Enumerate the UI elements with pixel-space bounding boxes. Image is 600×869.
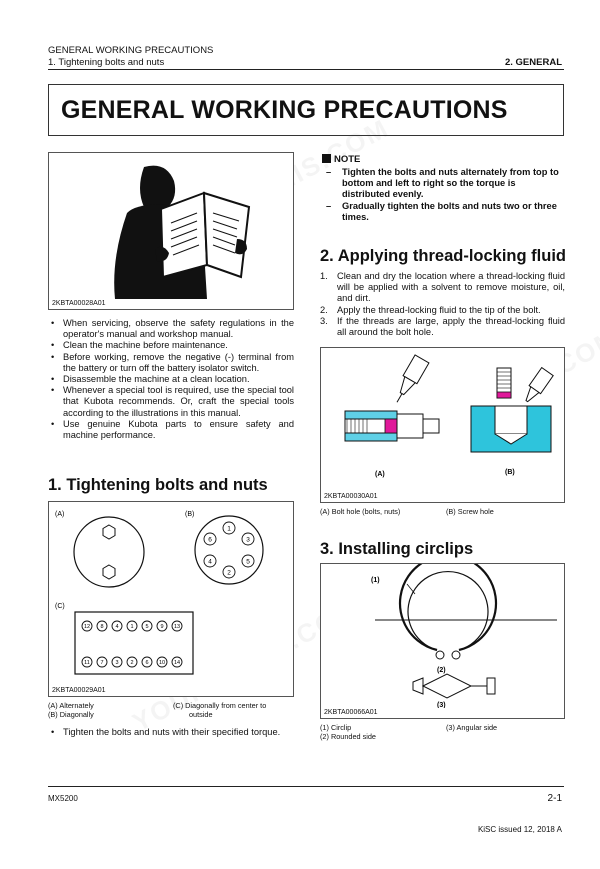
page-title: GENERAL WORKING PRECAUTIONS [61,96,508,124]
step-text: Apply the thread-locking fluid to the tip of the bolt. [337,304,541,315]
person-reading-illustration [49,153,293,299]
svg-text:3 [115,660,118,666]
list-item: 1. Clean and dry the location where a thread-locking fluid will be applied with a solvent to remove moisture, oil, and dirt. [320,271,565,304]
svg-text:7 [100,660,103,666]
caption-line: outside [189,710,213,719]
label-b: (B) [505,469,515,476]
caption-circlip: (1) Circlip [320,723,352,732]
svg-text:(A) [375,471,385,478]
precautions-list [48,318,294,441]
diag-number: 1 [227,525,231,533]
svg-text:(2) [437,667,446,674]
note-item-text: Gradually tighten the bolts and nuts two or three times. [342,200,557,222]
svg-text:9 [160,624,163,630]
bolt-order-diagram [49,502,293,686]
bolt-number: 12 [83,624,91,630]
list-item: • Before working, remove the negative (-) terminal from the battery or turn off the battery isolator switch. [48,352,294,374]
bolt-number: 5 [145,624,149,630]
list-item: • Tighten the bolts and nuts with their specified torque. [48,727,294,738]
label-a: (A) [55,511,65,518]
page-number: 2-1 [547,793,562,804]
list-item: 3. If the threads are large, apply the thread-locking fluid all around the bolt hole. [320,315,565,338]
figure-code: 2KBTA00030A01 [324,493,378,500]
svg-text:13 [174,624,180,630]
svg-text:6 [208,537,212,544]
bolt-number: 9 [160,624,164,630]
caption-line: (C) Diagonally from center to [173,701,267,710]
bolt-number: 4 [115,624,119,630]
label-c: (C) [55,603,65,610]
caption-screw-hole: (B) Screw hole [446,507,494,516]
section-heading-circlips: 3. Installing circlips [320,540,474,558]
figure-code: 2KBTA00066A01 [324,709,378,716]
tightening-list [48,727,294,738]
header-divider [48,69,564,70]
figure-tightening-order [48,501,294,697]
figure-code: 2KBTA00028A01 [52,300,106,307]
bolt-number: 7 [100,660,104,666]
label-2: (2) [437,667,446,674]
svg-text:2 [227,570,231,577]
svg-text:(1) [371,577,380,584]
header-chapter: 2. GENERAL [504,57,562,68]
svg-text:8 [100,624,103,630]
title-box [48,84,564,136]
bolt-number: 13 [173,624,181,630]
svg-text:11 [84,660,90,666]
bolt-number: 2 [130,660,134,666]
bolt-number: 3 [115,660,119,666]
note-item-text: Tighten the bolts and nuts alternately from top to bottom and left to right so the torque is distributed evenly. [342,167,559,200]
caption-center-outside [173,701,266,719]
svg-text:5 [145,624,148,630]
svg-text:4 [115,624,118,630]
caption-rounded-side: (2) Rounded side [320,732,376,741]
svg-text:(C) [55,603,65,610]
svg-text:(B) [185,511,194,518]
caption-angular-side: (3) Angular side [446,723,498,732]
svg-text:14 [174,660,180,666]
svg-text:4 [208,559,212,566]
label-1: (1) [371,577,380,584]
svg-text:3 [246,537,250,544]
svg-text:(A) [55,511,64,518]
diag-number: 4 [208,558,212,566]
figure-threadlock [320,347,565,503]
step-text: If the threads are large, apply the thread-locking fluid all around the bolt hole. [337,315,565,338]
list-item: – Gradually tighten the bolts and nuts two or three times. [326,200,557,222]
list-item: – Tighten the bolts and nuts alternately from top to bottom and left to right so the torque is distributed evenly. [326,167,559,200]
figure-circlip [320,563,565,719]
note-square-icon [322,154,331,163]
diag-number: 6 [208,536,212,544]
header-subsection: 1. Tightening bolts and nuts [48,57,165,68]
note-title-text: NOTE [334,154,361,165]
note-heading [322,154,360,165]
threadlock-steps [320,271,565,338]
figure-code: 2KBTA00029A01 [52,687,106,694]
label-b: (B) [185,511,195,518]
list-item: • Whenever a special tool is required, use the special tool that Kubota recommends. Or, craft the special tools according to the illustrations in this manual. [48,385,294,419]
section-heading-tightening: 1. Tightening bolts and nuts [48,476,268,494]
svg-text:(B) [505,469,515,476]
bolt-number: 1 [130,624,134,630]
bolt-number: 10 [158,660,166,666]
bolt-number: 8 [100,624,104,630]
bolt-number: 14 [173,660,181,666]
svg-text:10 [159,660,165,666]
svg-text:1 [227,526,231,533]
threadlock-illustration [321,348,564,492]
caption-bolt-hole: (A) Bolt hole (bolts, nuts) [320,507,401,516]
section-heading-threadlock: 2. Applying thread-locking fluid [320,247,566,265]
diag-number: 5 [246,558,250,566]
diag-number: 2 [227,569,231,577]
running-header [48,45,213,69]
list-item: • Disassemble the machine at a clean location. [48,374,294,385]
diag-number: 3 [246,536,250,544]
list-item: • Use genuine Kubota parts to ensure safety and machine performance. [48,419,294,441]
svg-text:12 [84,624,90,630]
caption-alternately: (A) Alternately [48,701,94,710]
svg-text:5 [246,559,250,566]
note-list [325,167,565,223]
bolt-number: 11 [84,660,90,666]
bolt-number: 6 [145,660,149,666]
header-section: GENERAL WORKING PRECAUTIONS [48,45,214,56]
circlip-illustration [321,564,564,708]
footer-divider [48,786,564,787]
list-item: • When servicing, observe the safety regulations in the operator's manual and workshop manual. [48,318,294,340]
list-item: 2. Apply the thread-locking fluid to the tip of the bolt. [320,304,541,315]
figure-reading-manual [48,152,294,310]
caption-diagonally: (B) Diagonally [48,710,94,719]
svg-text:6 [145,660,148,666]
step-text: Clean and dry the location where a thread-locking fluid will be applied with a solvent to remove moisture, oil, and dirt. [337,271,565,304]
footer-model: MX5200 [48,794,78,803]
label-a: (A) [375,471,385,478]
svg-text:1 [130,624,133,630]
svg-text:2 [130,660,133,666]
list-item: • Clean the machine before maintenance. [48,340,294,351]
svg-text:(3) [437,702,446,708]
issue-info: KiSC issued 12, 2018 A [477,825,562,834]
label-3: (3) [437,702,446,708]
